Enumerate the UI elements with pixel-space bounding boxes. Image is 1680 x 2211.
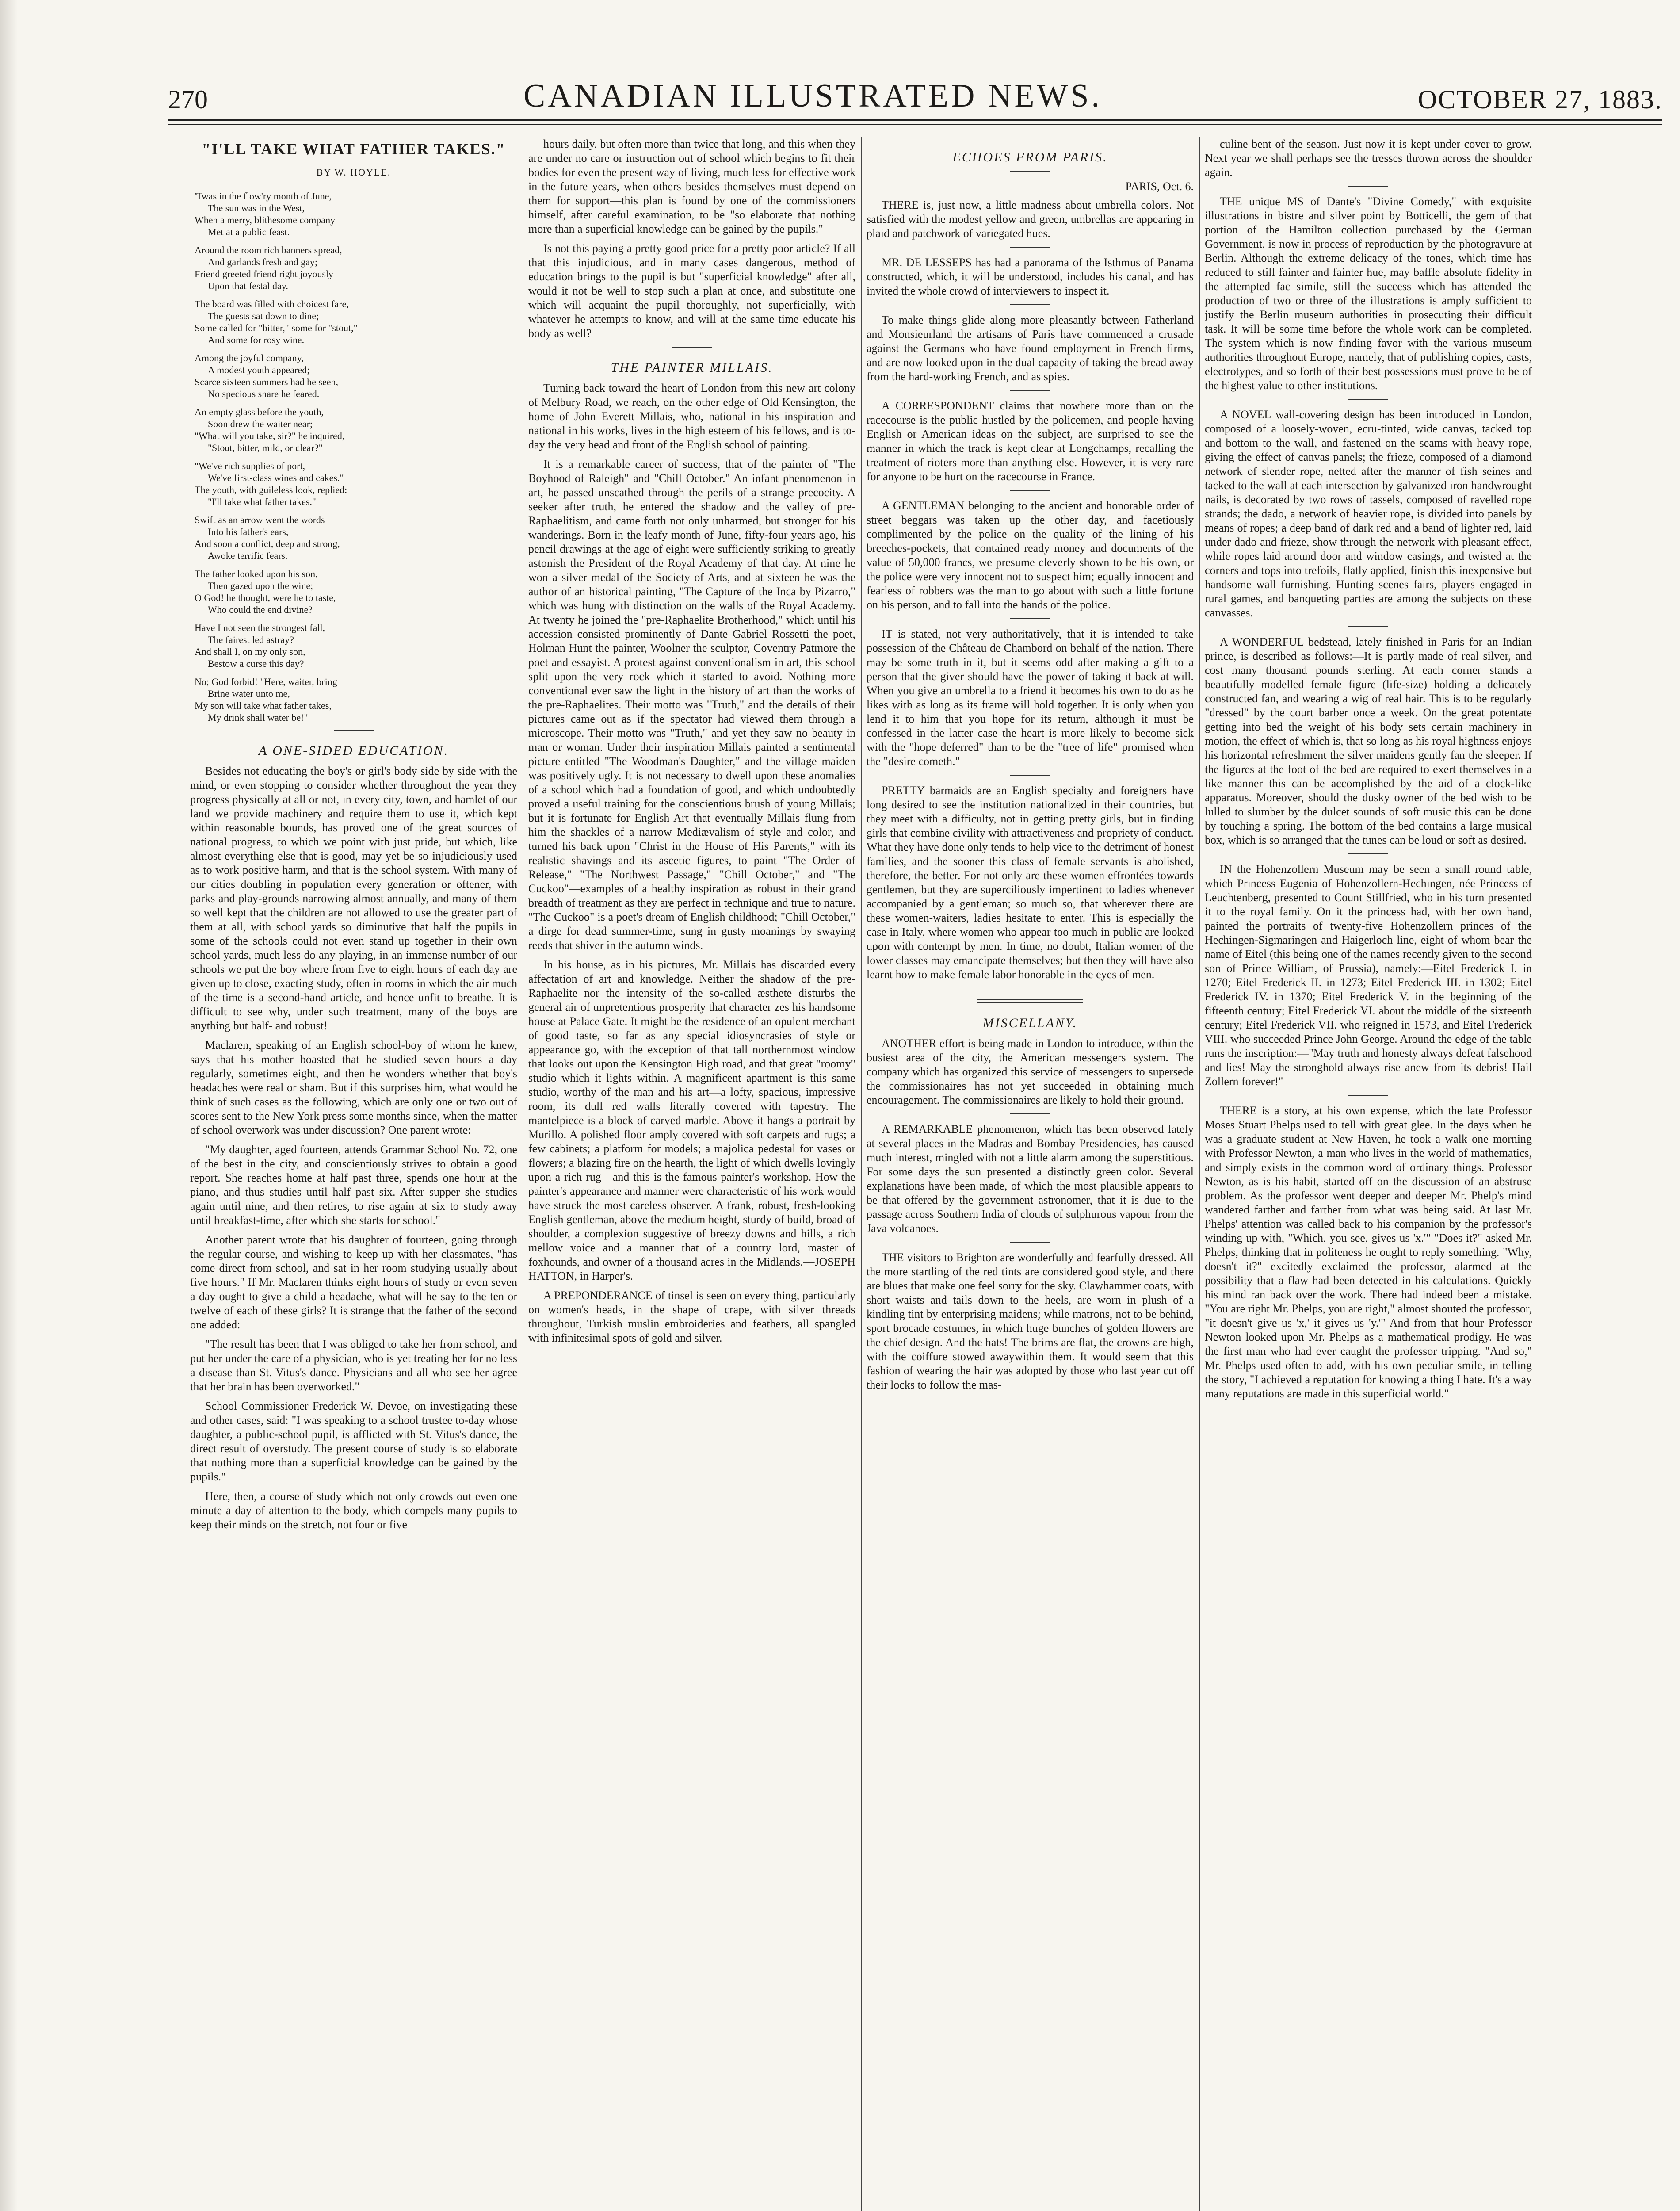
poem-line: And shall I, on my only son, [195,646,305,657]
separator [1010,304,1050,305]
poem-stanza [195,406,517,454]
page-number: 270 [168,85,208,114]
paragraph: THERE is, just now, a little madness about umbrella colors. Not satisfied with the modest yellow and green, umbrellas are appearing in plaid and patchwork of variegated hues. [867,199,1194,240]
separator [334,730,374,731]
article-heading: ECHOES FROM PARIS. [952,150,1108,164]
poem-stanza [195,244,517,292]
separator [1010,1113,1050,1114]
separator [1010,247,1050,248]
separator [1010,390,1050,391]
masthead-rule [168,119,1662,121]
paragraph: A WONDERFUL bedstead, lately finished in Paris for an Indian prince, is described as follows:—It is partly made of real silver, and cost many thousand pounds sterling. At each corner stands a beautifully modelled female figure (life-size) holding a delicately constructed fan, and wearing a wig of real hair. This is to be regularly "dressed" by the court barber once a week. On the great potentate getting into bed the weight of his body sets certain machinery in motion, the effect of which is, that so long as his royal highness enjoys his horizontal refreshment the silver maidens gently fan the sleeper. If the figures at the foot of the bed are required to exert themselves in a like manner this can be accomplished by the aid of a clock-like apparatus. Moreover, should the dusky owner of the bed wish to be lulled to slumber by the dulcet sounds of soft music this can be done by touching a spring. The bottom of the bed contains a large musical box, which is so arranged that the tunes can be loud or soft as desired. [1205,635,1532,846]
article-body [190,764,517,1532]
separator [1010,1242,1050,1243]
column-4 [1205,137,1532,2211]
separator [1010,618,1050,619]
poem-line: The guests sat down to dine; [208,310,319,321]
poem-line: When a merry, blithesome company [195,214,336,226]
paragraph: A REMARKABLE phenomenon, which has been observed lately at several places in the Madras and Bombay Presidencies, has caused much interest, mingled with not a little alarm among the superstitious. For some days the sun presented a distinctly green color. Several explanations have been made, of which the most plausible appears to be that offered by the government astronomer, that it is due to the passage across Southern India of clouds of sulphurous vapour from the Java volcanoes. [867,1123,1194,1235]
paragraph: THE unique MS of Dante's "Divine Comedy," with exquisite illustrations in bistre and silver point by Botticelli, the gem of that portion of the Hamilton collection purchased by the German Government, is now in process of reproduction by the photogravure at Berlin. Although the extreme delicacy of the tones, which time has reduced to still fainter and fainter hue, may baffle absolute fidelity in the attempted fac simile, still the success which has attended the production of two or three of the illustrations is amply sufficient to justify the Berlin museum authorities in prosecuting their difficult task. It will be some time before the whole work can be completed. The system which is now finding favor with the various museum authorities throughout Europe, namely, that of publishing copies, casts, electrotypes, and so forth of their best possessions must prove to be of the highest value to other institutions. [1205,195,1532,392]
masthead-rule-thin [168,124,1662,125]
poem-line: No; God forbid! "Here, waiter, bring [195,676,337,687]
paragraph: A GENTLEMAN belonging to the ancient and honorable order of street beggars was taken up the other day, and facetiously complimented by the police on the quality of the lining of his breeches-pockets, that contained ready money and documents of the value of 50,000 francs, we presume cleverly shown to be his own, or the police were very innocent not to suspect him; equally innocent and fearless of robbers was the man to go about with such a little fortune on his person, and to fall into the hands of the police. [867,499,1194,611]
poem-line: Upon that festal day. [208,280,288,291]
dateline: PARIS, Oct. 6. [1125,180,1194,193]
poem-line: "What will you take, sir?" he inquired, [195,430,345,441]
poem-line: Friend greeted friend right joyously [195,268,334,279]
scan-edge [0,0,18,2211]
paragraph: MR. DE LESSEPS has had a panorama of the Isthmus of Panama constructed, which, it will be understood, includes his canal, and has invited the whole crowd of interviewers to inspect it. [867,256,1194,297]
poem-stanza [195,190,517,238]
poem-line: Brine water unto me, [208,688,290,699]
separator [1010,490,1050,491]
poem-line: Have I not seen the strongest fall, [195,622,325,633]
masthead [168,66,1662,115]
poem-line: Around the room rich banners spread, [195,245,342,256]
article-body [867,198,1194,982]
separator [1348,399,1388,400]
paragraph: "The result has been that I was obliged to take her from school, and put her under the care of a physician, who is yet treating her for no less a disease than St. Vitus's dance. Physicians and all who see her agree that her brain has been overworked." [190,1338,517,1393]
poem-line: Bestow a curse this day? [208,658,304,669]
separator [977,999,1083,1003]
poem-stanza [195,298,517,346]
poem-title: "I'LL TAKE WHAT FATHER TAKES." [202,140,506,158]
poem-line: Scarce sixteen summers had he seen, [195,376,338,387]
poem-line: And some for rosy wine. [208,334,305,345]
poem-line: My son will take what father takes, [195,700,332,711]
poem-line: The sun was in the West, [208,203,305,214]
paragraph: THE visitors to Brighton are wonderfully and fearfully dressed. All the more startling of the red tints are considered good style, and there are blues that make one feel sorry for the sky. Clawhammer coats, with short waists and tails down to the heels, are worn in plush of a kindling tint by enterprising maidens; while matrons, not to be behind, sport brocade costumes, in which huge bunches of golden flowers are the chief design. And the hats! The brims are flat, the crowns are high, with the coiffure stowed awaywithin them. It would seem that this fashion of wearing the hair was adopted by those who last year cut off their locks to follow the mas- [867,1251,1194,1391]
separator [1010,775,1050,776]
paragraph: In his house, as in his pictures, Mr. Millais has discarded every affectation of art and knowledge. Neither the shadow of the pre-Raphaelite nor the intensity of the so-called æsthete disturbs the general air of unpretentious prosperity that character zes his handsome house at Palace Gate. It might be the residence of an opulent merchant of good taste, so far as any special idiosyncrasies of style or appearance go, with the exception of that tall northernmost window that looks out upon the Kensington High road, and that great "roomy" studio which it lights within. A magnificent apartment is this same studio, worthy of the man and his art—a lofty, spacious, impressive room, its dull red walls literally covered with tapestry. The mantelpiece is a block of carved marble. Above it hangs a portrait by Murillo. A polished floor amply covered with soft carpets and rugs; a few cabinets; a platform for models; a majolica pedestal for vases or flowers; a blazing fire on the hearth, the light of which dwells lovingly upon a rich rug—and this is the famous painter's workshop. How the painter's appearance and manner were characteristic of his work would have struck the most careless observer. A frank, robust, fresh-looking English gentleman, above the medium height, sturdy of build, broad of shoulder, a complexion suggestive of breezy downs and hills, a rich mellow voice and a manner that of a country lord, master of foxhounds, and owner of a thousand acres in the Midlands.—JOSEPH HATTON, in Harper's. [528,958,855,1282]
poem-line: O God! he thought, were he to taste, [195,592,336,603]
article-body [867,1037,1194,1392]
paragraph: A NOVEL wall-covering design has been introduced in London, composed of a loosely-woven, ecru-tinted, wide canvas, tacked top and bottom to the wall, and fastened on the seams with heavy rope, giving the effect of canvas panels; the frieze, composed of a diamond network of slender rope, netted after the manner of fish seines and tacked to the wall at each intersection by galvanized iron handwrought nails, is decorated by two rows of tassels, composed of ravelled rope strands; the dado, a network of heavier rope, is divided into panels by means of ropes; a deep band of dark red and a band of lighter red, laid under dado and frieze, show through the network with pleasant effect, while ropes laid around door and window casings, and twisted at the corners and tops into trefoils, flatly applied, finish this inexpensive but handsome wall furnishing. Hunting scenes fairs, players engaged in rural games, and banqueting parties are among the subjects on these canvasses. [1205,408,1532,619]
poem-stanza [195,514,517,562]
poem-byline: BY W. HOYLE. [316,167,391,178]
paragraph: It is a remarkable career of success, that of the painter of "The Boyhood of Raleigh" and "Chill October." An infant phenomenon in art, he passed unscathed through the perils of a strange precocity. A seeker after truth, he entered the shadow and the valley of pre-Raphaelitism, and came forth not only unharmed, but stronger for his wanderings. Born in the leafy month of June, fifty-four years ago, his pencil drawings at the age of eight were sufficiently striking to greatly astonish the President of the Royal Academy of that day. At nine he won a silver medal of the Society of Arts, and at sixteen he was the author of an historical painting, "The Capture of the Inca by Pizarro," which was hung with distinction on the walls of the Royal Academy. At twenty he joined the "pre-Raphaelite Brotherhood," which until his accession consisted prominently of Dante Gabriel Rossetti the poet, Holman Hunt the painter, Woolner the sculptor, Coventry Patmore the poet and essayist. A protest against conventionalism in art, this school split upon the very rock which it started to avoid. Nothing more conventional ever saw the light in the history of art than the works of the pre-Raphaelites. Their motto was "Truth," and the details of their pictures came out as if the spectator had viewed them through a microscope. Their motto was "Truth," and yet they saw no beauty in man or woman. Under their inspiration Millais painted a sentimental picture entitled "The Woodman's Daughter," and the village maiden was positively ugly. It is not necessary to dwell upon these anomalies of a school which had a foundation of good, and which undoubtedly proved a useful training for the conscientious brush of young Millais; but it is fortunate for English Art that eventually Millais flung from him the shackles of a narrow Mediævalism of style and color, and turned his back upon "Christ in the House of His Parents," with its realistic shavings and its ascetic figures, to paint "The Order of Release," "The Northwest Passage," "Chill October," and "The Cuckoo"—examples of a healthy inspiration as robust in their grand breadth of treatment as they are perfect in technique and true to nature. "The Cuckoo" is a poet's dream of English childhood; "Chill October," a dirge for dead summer-time, sung in gusty moanings by swaying reeds that shiver in the autumn winds. [528,458,855,952]
article-body [1205,137,1532,1401]
paragraph: IT is stated, not very authoritatively, that it is intended to take possession of the Château de Chambord on behalf of the nation. There may be some truth in it, but it seems odd after making a gift to a person that the giver should have the power of taking it back at will. When you give an umbrella to a friend it becomes his own to do as he likes with as long as its frame will hold together. It is only when you lend it to him that you hope for its return, although it must be confessed in the latter case the heart is more likely to become sick with the "hope deferred" than to be the "tree of life" promised when the "desire cometh." [867,627,1194,768]
column-rule [861,137,862,2211]
poem-line: My drink shall water be!" [208,712,308,723]
column-1 [190,137,517,2211]
poem-line: Awoke terrific fears. [208,550,288,561]
column-3 [867,137,1194,2211]
poem-stanza [195,622,517,669]
poem-line: Soon drew the waiter near; [208,418,313,429]
paragraph: Another parent wrote that his daughter of fourteen, going through the regular course, and wishing to keep up with her classmates, "has come direct from school, and sat in her room studying usually about five hours." If Mr. Maclaren thinks eight hours of study or even seven a day ought to give a child a headache, what will he say to the ten or twelve of each of these girls? It is strange that the father of the second one added: [190,1233,517,1331]
paragraph: culine bent of the season. Just now it is kept under cover to grow. Next year we shall perhaps see the tresses thrown across the shoulder again. [1205,138,1532,179]
separator [1348,186,1388,187]
separator [672,347,712,348]
poem-line: The youth, with guileless look, replied: [195,484,347,495]
paragraph: THERE is a story, at his own expense, which the late Professor Moses Stuart Phelps used to tell with great glee. In the days when he was a graduate student at New Haven, he took a walk one morning with Professor Newton, a man who lives in the world of mathematics, and simply exists in the common word of ordinary things. Professor Newton, as is his habit, started off on the discussion of an abstruse problem. As the professor went deeper and deeper Mr. Phelp's mind wandered farther and farther from what was being said. At last Mr. Phelps' attention was called back to his companion by the professor's winding up with, "Which, you see, gives us 'x.'" "Does it?" asked Mr. Phelps, thinking that in politeness he ought to reply something. "Why, doesn't it?" excitedly exclaimed the professor, alarmed at the possibility that a flaw had been detected in his calculations. Quickly his mind ran back over the work. There had indeed been a mistake. "You are right Mr. Phelps, you are right," almost shouted the professor, "it doesn't give us 'x,' it gives us 'y.'" And from that hour Professor Newton looked upon Mr. Phelps as a mathematical prodigy. He was the first man who had ever caught the professor tripping. "And so," Mr. Phelps used often to add, with his own peculiar smile, in telling the story, "I achieved a reputation for knowing a thing I hate. It's a way many reputations are made in this superficial world." [1205,1104,1532,1400]
poem-body [190,190,517,723]
separator [1010,171,1050,172]
poem-line: A modest youth appeared; [208,364,310,375]
column-2 [528,137,855,2211]
article-heading: THE PAINTER MILLAIS. [611,360,773,375]
paragraph: PRETTY barmaids are an English specialty and foreigners have long desired to see the institution nationalized in their countries, but they meet with a difficulty, not in getting pretty girls, but in finding girls that combine civility with attractiveness and propriety of conduct. What they have done only tends to help vice to the detriment of honest families, and the sooner this class of female servants is abolished, therefore, the better. For not only are these women effrontées towards gentlemen, but they are superciliously impertinent to ladies whenever accompanied by a gentleman; so much so, that wherever there are these women-waiters, ladies hesitate to enter. This is especially the case in Italy, where women who appear too much in public are looked upon with contempt by men. In time, no doubt, Italian women of the lower classes may emancipate themselves; but then they will have also learnt how to make female labor honorable in the eyes of men. [867,784,1194,981]
poem-stanza [195,568,517,616]
poem-line: 'Twas in the flow'ry month of June, [195,191,332,202]
poem-stanza [195,460,517,508]
paragraph: Maclaren, speaking of an English school-boy of whom he knew, says that his mother boasted that he studied seven hours a day regularly, sometimes eight, and then he wonders whether that boy's headaches were real or sham. But if this surprises him, what would he think of such cases as the following, which are only one or two out of scores sent to the New York press some months since, when the matter of school overwork was under discussion? One parent wrote: [190,1039,517,1136]
poem-line: An empty glass before the youth, [195,406,324,417]
poem-line: "I'll take what father takes." [208,496,316,507]
column-rule [1199,137,1200,2211]
newspaper-title: CANADIAN ILLUSTRATED NEWS. [523,78,1103,114]
paragraph: Besides not educating the boy's or girl's body side by side with the mind, or even stopping to consider whether throughout the year they progress physically at all or not, in every city, town, and hamlet of our land we provide machinery and require them to use it, which kept within reasonable bounds, has proved one of the great sources of national progress, to which we point with just pride, but which, like almost everything else that is good, may yet be so injudiciously used as to work positive harm, and that is the school system. With many of our cities doubling in population every generation or oftener, with parks and play-grounds narrowing almost annually, and many of them so well kept that the children are not allowed to use the greater part of them at all, with school yards so diminutive that half the pupils in some of the schools could not even stand up together in their own school yards, much less do any playing, in an immense number of our schools we put the boy where from five to eight hours of each day are given up to close, exacting study, often in rooms in which the air much of the time is a second-hand article, and hence unfit to breathe. It is difficult to see why, under such treatment, many of the boys are anything but half- and robust! [190,765,517,1032]
paragraph: Here, then, a course of study which not only crowds out even one minute a day of attention to the body, which compels many pupils to keep their minds on the stretch, not four or five [190,1490,517,1531]
poem-line: The father looked upon his son, [195,568,318,579]
poem-line: "Stout, bitter, mild, or clear?" [208,442,323,453]
paragraph: ANOTHER effort is being made in London to introduce, within the busiest area of the city, the American messengers system. The company which has organized this service of messengers to supersede the commissionaires has not yet succeeded in obtaining much encouragement. The commissionaires are likely to hold their ground. [867,1037,1194,1106]
poem-stanza [195,676,517,723]
paragraph: IN the Hohenzollern Museum may be seen a small round table, which Princess Eugenia of Hohenzollern-Hechingen, née Princess of Leuchtenberg, presented to Count Stillfried, who in his turn presented it to the royal family. On it the princess had, with her own hand, painted the portraits of twenty-five Hohenzollern princes of the Hechingen-Sigmaringen and Haigerloch line, eight of whom bear the name of Eitel (this being one of the names recently given to the second son of Prince William, of Prussia), namely:—Eitel Frederick I. in 1270; Eitel Frederick II. in 1273; Eitel Frederick III. in 1302; Eitel Frederick IV. in 1370; Eitel Frederick V. in the beginning of the fifteenth century; Eitel Frederick VI. about the middle of the sixteenth century; Eitel Frederick VII. who reigned in 1573, and Eitel Frederick VIII. who succeeded Prince John George. Around the edge of the table runs the inscription:—"May truth and honesty always defeat falsehood and lies! May the stronghold always rise anew from its debris! Hail Zollern forever!" [1205,863,1532,1088]
poem-line: Swift as an arrow went the words [195,514,325,525]
poem-line: "We've rich supplies of port, [195,460,305,471]
poem-line: Among the joyful company, [195,352,304,363]
paragraph: A PREPONDERANCE of tinsel is seen on every thing, particularly on women's heads, in the shape of crape, with silver threads throughout, Turkish muslin embroideries and feathers, all spangled with infinitesimal spots of gold and silver. [528,1289,855,1344]
paragraph: School Commissioner Frederick W. Devoe, on investigating these and other cases, said: "I was speaking to a school trustee to-day whose daughter, a public-school pupil, is afflicted with St. Vitus's dance, the direct result of overstudy. The present course of study is so elaborate that nothing more than a superficial knowledge can be gained by the pupils." [190,1400,517,1483]
poem-line: Into his father's ears, [208,526,289,537]
paragraph: A CORRESPONDENT claims that nowhere more than on the racecourse is the public hustled by the policemen, and people having English or American ideas on the subject, are surprised to see the manner in which the track is kept clear at Longchamps, recalling the treatment of rioters more than anything else. However, it is very rare for anyone to be hurt on the racecourse in France. [867,399,1194,483]
separator [1348,626,1388,627]
paragraph: Turning back toward the heart of London from this new art colony of Melbury Road, we reach, on the other edge of Old Kensington, the home of John Everett Millais, who, national in his inspiration and national in his works, lives in the high esteem of his fellows, and is to-day the very head and front of the English school of painting. [528,382,855,451]
article-body [528,381,855,1345]
poem-stanza [195,352,517,400]
paragraph: "My daughter, aged fourteen, attends Grammar School No. 72, one of the best in the city, and conscientiously strives to obtain a good report. She reaches home at half past three, spends one hour at the piano, and thus studies until half past six. After supper she studies again until nine, and then retires, to rise again at six to study away until breakfast-time, after which she starts for school." [190,1143,517,1227]
poem-line: Met at a public feast. [208,226,290,237]
separator [1348,853,1388,854]
poem-line: No specious snare he feared. [208,388,320,399]
poem-line: Who could the end divine? [208,604,313,615]
poem-line: And soon a conflict, deep and strong, [195,538,340,549]
poem-line: Some called for "bitter," some for "stout," [195,322,358,333]
article-continuation [528,137,855,340]
poem-line: And garlands fresh and gay; [208,256,318,268]
separator [1348,1095,1388,1096]
paragraph: Is not this paying a pretty good price for a pretty poor article? If all that this injudicious, and in many cases dangerous, method of education brings to the pupil is but "superficial knowledge" after all, would it not be well to stop such a plan at once, and substitute one which will acquaint the pupil thoroughly, not superficially, with whatever he attempts to know, and will at the same time educate his body as well? [528,242,855,340]
issue-date: OCTOBER 27, 1883. [1418,85,1662,114]
article-heading: A ONE-SIDED EDUCATION. [258,743,449,758]
poem-line: The board was filled with choicest fare, [195,298,349,310]
paragraph: To make things glide along more pleasantly between Fatherland and Monsieurland the artisans of Paris have commenced a crusade against the Germans who have found employment in French firms, and are now looked upon in the dual capacity of taking the bread away from the hard-working French, and as spies. [867,314,1194,383]
poem-line: Then gazed upon the wine; [208,580,313,591]
paragraph: hours daily, but often more than twice that long, and this when they are under no care or instruction out of school which begins to fit their bodies for even the present way of living, much less for effective work in the future years, when others besides themselves must depend on them for support—this plan is found by one of the commissioners himself, after careful examination, to be "so elaborate that nothing more than a superficial knowledge can be gained by the pupils." [528,138,855,235]
article-heading: MISCELLANY. [982,1016,1078,1030]
poem-line: The fairest led astray? [208,634,294,645]
poem-line: We've first-class wines and cakes." [208,472,344,483]
